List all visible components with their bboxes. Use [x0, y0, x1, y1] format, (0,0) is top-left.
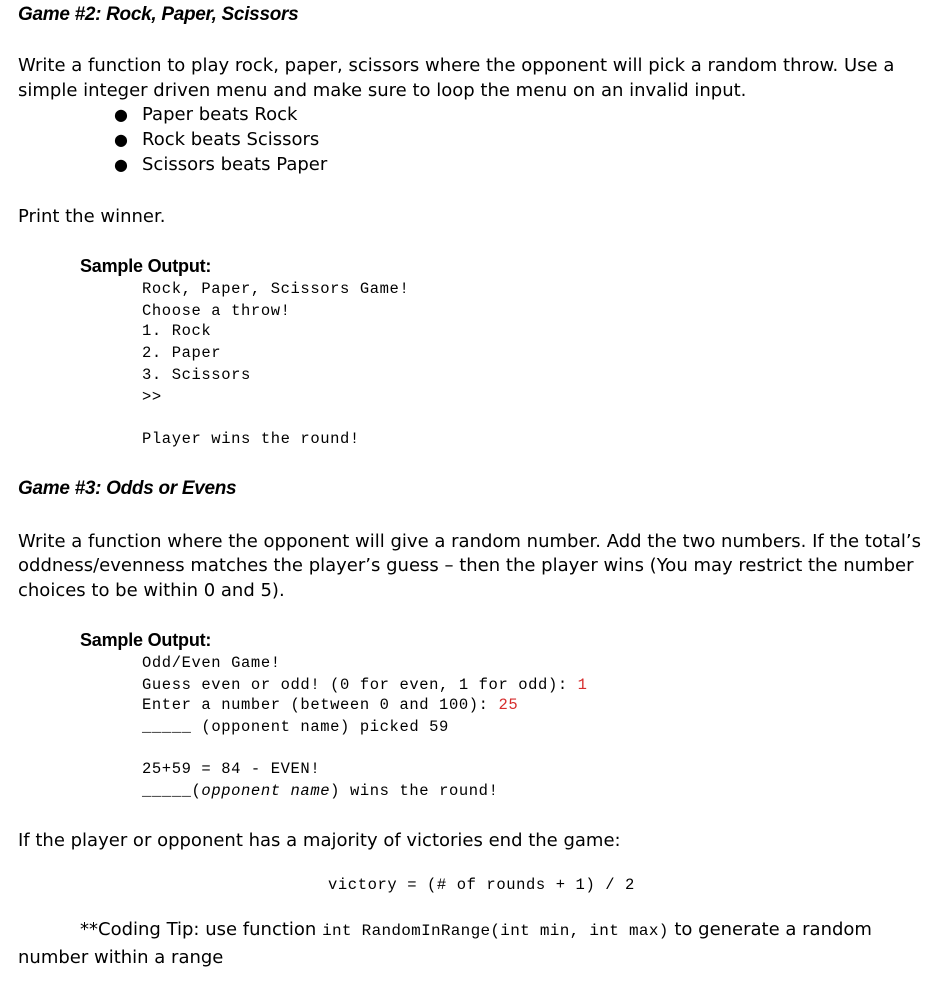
bullet-icon: ● — [114, 105, 128, 124]
code-line — [142, 782, 498, 800]
blank-line: _____ — [142, 718, 192, 736]
user-input-value: 25 — [498, 696, 519, 714]
game3-heading: Game #3: Odds or Evens — [18, 478, 237, 499]
tip-text: to generate a random — [668, 919, 872, 940]
tip-text: **Coding Tip: use function — [80, 919, 323, 940]
coding-tip-line1 — [80, 917, 872, 944]
list-item: Paper beats Rock — [142, 104, 298, 125]
code-line: Player wins the round! — [142, 430, 360, 448]
coding-tip-line2: number within a range — [18, 947, 224, 968]
code-line: Odd/Even Game! — [142, 654, 281, 672]
print-winner-text: Print the winner. — [18, 206, 166, 227]
victory-formula: victory = (# of rounds + 1) / 2 — [328, 876, 635, 894]
game2-sample-label: Sample Output: — [80, 256, 212, 276]
game3-paragraph-line3: choices to be within 0 and 5). — [18, 580, 285, 601]
code-line — [142, 718, 449, 736]
code-line: 1. Rock — [142, 322, 212, 340]
code-line: >> — [142, 388, 162, 406]
bullet-icon: ● — [114, 155, 128, 174]
game2-paragraph-line1: Write a function to play rock, paper, scissors where the opponent will pick a random throw. Use a — [18, 55, 895, 76]
bullet-icon: ● — [114, 130, 128, 149]
code-line — [142, 696, 518, 714]
game3-paragraph-line2: oddness/evenness matches the player’s guess – then the player wins (You may restrict the number — [18, 555, 914, 576]
tip-code: int RandomInRange(int min, int max) — [322, 922, 669, 940]
user-input-value: 1 — [577, 676, 588, 694]
blank-line: _____ — [142, 782, 192, 800]
code-line: 2. Paper — [142, 344, 222, 362]
code-line — [142, 676, 588, 694]
opponent-name-placeholder: opponent name — [201, 782, 331, 800]
code-text: ) wins the round! — [330, 782, 499, 800]
code-text: ( — [191, 782, 202, 800]
code-line: 3. Scissors — [142, 366, 251, 384]
code-text: (opponent name) picked 59 — [191, 718, 449, 736]
code-line: Rock, Paper, Scissors Game! — [142, 280, 410, 298]
code-line: 25+59 = 84 - EVEN! — [142, 760, 321, 778]
game2-paragraph-line2: simple integer driven menu and make sure to loop the menu on an invalid input. — [18, 80, 747, 101]
list-item: Rock beats Scissors — [142, 129, 320, 150]
game2-heading: Game #2: Rock, Paper, Scissors — [18, 4, 299, 25]
game3-paragraph-line1: Write a function where the opponent will give a random number. Add the two numbers. If the total’s — [18, 531, 922, 552]
majority-text: If the player or opponent has a majority of victories end the game: — [18, 830, 621, 851]
code-text: Guess even or odd! (0 for even, 1 for odd): — [142, 676, 578, 694]
code-line: Choose a throw! — [142, 302, 291, 320]
game3-sample-label: Sample Output: — [80, 630, 212, 650]
list-item: Scissors beats Paper — [142, 154, 328, 175]
code-text: Enter a number (between 0 and 100): — [142, 696, 499, 714]
